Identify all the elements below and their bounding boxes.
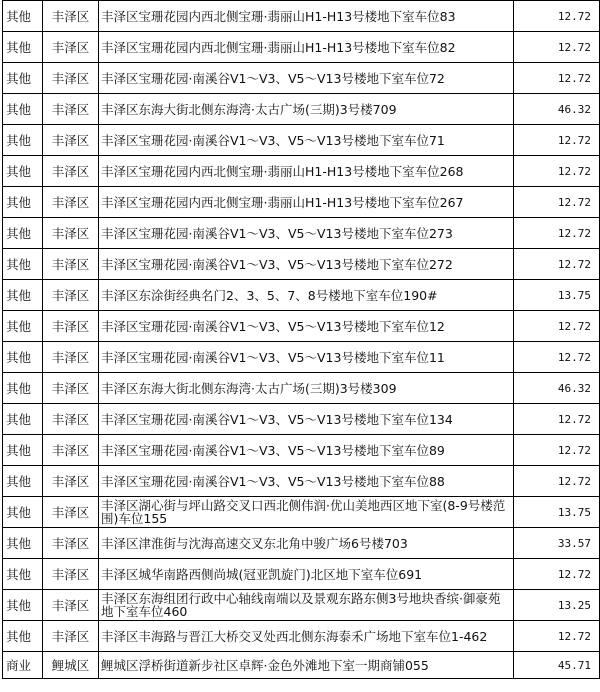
area-cell: 12.72 [514,1,600,32]
area-cell: 12.72 [514,404,600,435]
table-row [3,559,600,590]
area-cell: 12.72 [514,156,600,187]
address-cell: 鲤城区浮桥街道新步社区卓辉·金色外滩地下室一期商铺055 [99,652,514,679]
type-cell: 其他 [3,311,43,342]
address-cell: 丰泽区东涂街经典名门2、3、5、7、8号楼地下室车位190# [99,280,514,311]
table-row [3,435,600,466]
district-cell: 丰泽区 [43,497,99,528]
address-cell: 丰泽区津淮街与沈海高速交叉东北角中骏广场6号楼703 [99,528,514,559]
district-cell: 丰泽区 [43,559,99,590]
address-cell: 丰泽区宝珊花园·南溪谷V1～V3、V5～V13号楼地下室车位71 [99,125,514,156]
table-row [3,94,600,125]
address-cell: 丰泽区城华南路西侧尚城(冠亚凯旋门)北区地下室车位691 [99,559,514,590]
address-cell: 丰泽区宝珊花园内西北侧宝珊·翡丽山H1-H13号楼地下室车位83 [99,1,514,32]
property-table [2,0,600,679]
district-cell: 丰泽区 [43,1,99,32]
area-cell: 13.75 [514,280,600,311]
district-cell: 丰泽区 [43,280,99,311]
district-cell: 丰泽区 [43,249,99,280]
type-cell: 其他 [3,187,43,218]
area-cell: 13.25 [514,590,600,621]
type-cell: 其他 [3,404,43,435]
type-cell: 其他 [3,280,43,311]
type-cell: 其他 [3,249,43,280]
address-cell: 丰泽区宝珊花园·南溪谷V1～V3、V5～V13号楼地下室车位12 [99,311,514,342]
table-row [3,373,600,404]
table-row [3,342,600,373]
address-cell: 丰泽区宝珊花园·南溪谷V1～V3、V5～V13号楼地下室车位72 [99,63,514,94]
district-cell: 丰泽区 [43,528,99,559]
type-cell: 商业 [3,652,43,679]
address-cell: 丰泽区宝珊花园内西北侧宝珊·翡丽山H1-H13号楼地下室车位267 [99,187,514,218]
address-cell: 丰泽区宝珊花园内西北侧宝珊·翡丽山H1-H13号楼地下室车位82 [99,32,514,63]
table-row [3,218,600,249]
district-cell: 丰泽区 [43,156,99,187]
type-cell: 其他 [3,559,43,590]
address-cell: 丰泽区宝珊花园·南溪谷V1～V3、V5～V13号楼地下室车位11 [99,342,514,373]
area-cell: 46.32 [514,94,600,125]
table-row [3,249,600,280]
type-cell: 其他 [3,156,43,187]
table-row [3,621,600,652]
table-row [3,1,600,32]
address-cell: 丰泽区宝珊花园·南溪谷V1～V3、V5～V13号楼地下室车位89 [99,435,514,466]
property-table-body [3,1,600,679]
type-cell: 其他 [3,63,43,94]
table-row [3,311,600,342]
area-cell: 12.72 [514,249,600,280]
address-cell: 丰泽区宝珊花园内西北侧宝珊·翡丽山H1-H13号楼地下室车位268 [99,156,514,187]
area-cell: 45.71 [514,652,600,679]
district-cell: 丰泽区 [43,404,99,435]
table-row [3,156,600,187]
district-cell: 丰泽区 [43,466,99,497]
district-cell: 丰泽区 [43,590,99,621]
area-cell: 33.57 [514,528,600,559]
district-cell: 丰泽区 [43,311,99,342]
type-cell: 其他 [3,621,43,652]
area-cell: 13.75 [514,497,600,528]
table-row [3,280,600,311]
district-cell: 丰泽区 [43,94,99,125]
district-cell: 丰泽区 [43,435,99,466]
table-row [3,187,600,218]
type-cell: 其他 [3,466,43,497]
district-cell: 丰泽区 [43,63,99,94]
table-row [3,528,600,559]
area-cell: 12.72 [514,559,600,590]
area-cell: 12.72 [514,342,600,373]
type-cell: 其他 [3,32,43,63]
type-cell: 其他 [3,1,43,32]
district-cell: 丰泽区 [43,32,99,63]
district-cell: 丰泽区 [43,187,99,218]
type-cell: 其他 [3,528,43,559]
address-cell: 丰泽区丰海路与晋江大桥交叉处西北侧东海泰禾广场地下室车位1-462 [99,621,514,652]
district-cell: 丰泽区 [43,373,99,404]
table-row [3,125,600,156]
type-cell: 其他 [3,435,43,466]
address-cell: 丰泽区东海大街北侧东海湾·太古广场(三期)3号楼709 [99,94,514,125]
area-cell: 12.72 [514,187,600,218]
type-cell: 其他 [3,590,43,621]
area-cell: 12.72 [514,125,600,156]
area-cell: 46.32 [514,373,600,404]
type-cell: 其他 [3,373,43,404]
type-cell: 其他 [3,342,43,373]
area-cell: 12.72 [514,311,600,342]
address-cell: 丰泽区东海大街北侧东海湾·太古广场(三期)3号楼309 [99,373,514,404]
district-cell: 鲤城区 [43,652,99,679]
address-cell: 丰泽区宝珊花园·南溪谷V1～V3、V5～V13号楼地下室车位134 [99,404,514,435]
type-cell: 其他 [3,125,43,156]
area-cell: 12.72 [514,621,600,652]
area-cell: 12.72 [514,218,600,249]
table-row [3,590,600,621]
table-row [3,404,600,435]
area-cell: 12.72 [514,63,600,94]
table-row [3,32,600,63]
type-cell: 其他 [3,218,43,249]
type-cell: 其他 [3,497,43,528]
address-cell: 丰泽区湖心街与坪山路交叉口西北侧伟润·优山美地西区地下室(8-9号楼范围)车位155 [99,497,514,528]
district-cell: 丰泽区 [43,218,99,249]
table-row [3,466,600,497]
district-cell: 丰泽区 [43,621,99,652]
address-cell: 丰泽区东海组团行政中心轴线南端以及景观东路东侧3号地块香缤·御豪苑地下室车位460 [99,590,514,621]
district-cell: 丰泽区 [43,125,99,156]
table-row [3,652,600,679]
table-row [3,497,600,528]
area-cell: 12.72 [514,435,600,466]
type-cell: 其他 [3,94,43,125]
address-cell: 丰泽区宝珊花园·南溪谷V1～V3、V5～V13号楼地下室车位273 [99,218,514,249]
address-cell: 丰泽区宝珊花园·南溪谷V1～V3、V5～V13号楼地下室车位88 [99,466,514,497]
area-cell: 12.72 [514,32,600,63]
area-cell: 12.72 [514,466,600,497]
table-row [3,63,600,94]
address-cell: 丰泽区宝珊花园·南溪谷V1～V3、V5～V13号楼地下室车位272 [99,249,514,280]
district-cell: 丰泽区 [43,342,99,373]
